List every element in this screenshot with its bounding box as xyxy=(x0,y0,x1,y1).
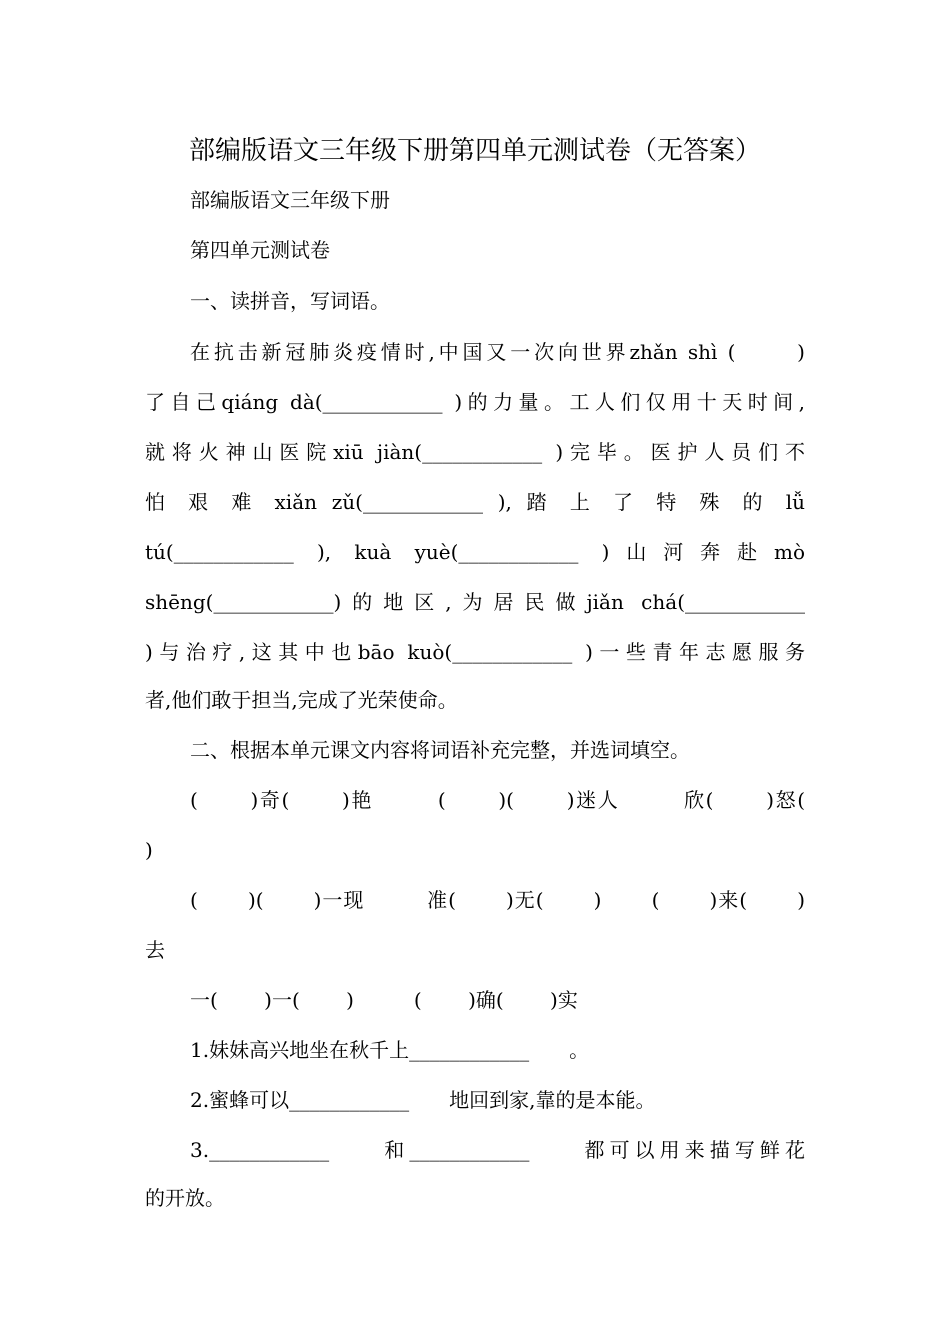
paragraph-line: 了自己qiáng dà(____________ )的力量。工人们仅用十天时间, xyxy=(145,390,805,414)
paragraph-line: 怕 艰 难 xiǎn zǔ(____________ ), 踏 上 了 特 殊 的 lǚ xyxy=(145,490,805,514)
paragraph-line: shēng(____________)的地区,为居民做jiǎn chá(____________ xyxy=(145,590,805,614)
paragraph-line: 者,他们敢于担当,完成了光荣使命。 xyxy=(145,688,458,712)
paragraph-line: )与治疗,这其中也bāo kuò(____________ )一些青年志愿服务 xyxy=(145,640,805,664)
paragraph-line: 就将火神山医院xiū jiàn(____________ )完毕。医护人员们不 xyxy=(145,440,805,464)
question-3: 3.____________ 和____________ 都可以用来描写鲜花 xyxy=(190,1138,805,1162)
paragraph-line: 在抗击新冠肺炎疫情时,中国又一次向世界zhǎn shì ( ) xyxy=(190,340,805,364)
subtitle-unit: 第四单元测试卷 xyxy=(190,238,330,262)
document-title: 部编版语文三年级下册第四单元测试卷（无答案） xyxy=(188,136,761,166)
word-fill-row-continued: ) xyxy=(145,838,153,862)
subtitle-grade: 部编版语文三年级下册 xyxy=(190,188,390,212)
word-fill-row: ( )奇( )艳 ( )( )迷人 欣( )怒( xyxy=(190,788,805,812)
section-2-heading: 二、根据本单元课文内容将词语补充完整，并选词填空。 xyxy=(190,738,690,762)
word-fill-row: 一( )一( ) ( )确( )实 xyxy=(190,988,578,1012)
question-2: 2.蜜蜂可以____________ 地回到家,靠的是本能。 xyxy=(190,1088,656,1112)
question-3-continued: 的开放。 xyxy=(145,1186,225,1210)
word-fill-row-continued: 去 xyxy=(145,938,165,962)
section-1-heading: 一、读拼音，写词语。 xyxy=(190,289,390,313)
word-fill-row: ( )( )一现 准( )无( ) ( )来( ) xyxy=(190,888,805,912)
paragraph-line: tú(____________ ), kuà yuè(____________ )山河奔赴mò xyxy=(145,540,805,564)
question-1: 1.妹妹高兴地坐在秋千上____________ 。 xyxy=(190,1038,590,1062)
